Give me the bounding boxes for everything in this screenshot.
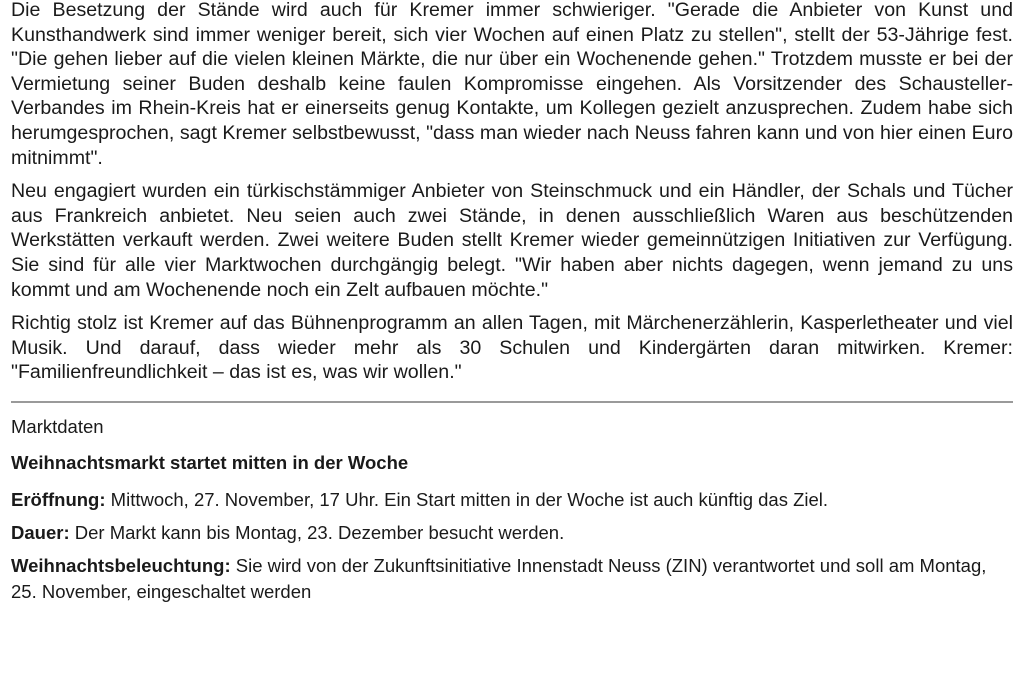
box-item-label: Eröffnung: (11, 488, 106, 510)
article-body (11, 0, 1013, 385)
box-item-label: Weihnachtsbeleuchtung: (11, 554, 231, 576)
box-item-text: Mittwoch, 27. November, 17 Uhr. Ein Start mitten in der Woche ist auch künftig das Ziel. (105, 488, 829, 510)
article-paragraph: Neu engagiert wurden ein türkischstämmiger Anbieter von Steinschmuck und ein Händler, der Schals und Tücher aus Frankreich anbietet. Neu seien auch zwei Stände, in denen ausschließlich Waren aus beschützenden Werkstätten verkauft werden. Zwei weitere Buden stellt Kremer wieder gemeinnützigen Initiativen zur Verfügung. Sie sind für alle vier Marktwochen durchgängig belegt. "Wir haben aber nichts dagegen, wenn jemand zu uns kommt und am Wochenende noch ein Zelt aufbauen möchte." (11, 180, 1013, 301)
box-item-duration (11, 520, 1013, 546)
article-paragraph: Richtig stolz ist Kremer auf das Bühnenprogramm an allen Tagen, mit Märchenerzählerin, Kasperletheater und viel Musik. Und darauf, dass wieder mehr als 30 Schulen und Kindergärten daran mitwirken. Kremer: "Familienfreundlichkeit – das ist es, was wir wollen." (11, 312, 1013, 384)
box-headline: Weihnachtsmarkt startet mitten in der Woche (11, 451, 409, 473)
market-data-box (11, 403, 1013, 605)
box-item-text: Der Markt kann bis Montag, 23. Dezember besucht werden. (69, 521, 565, 543)
box-item-text: Sie wird von der Zukunftsinitiative Innenstadt Neuss (ZIN) verantwortet und soll am Montag, 25. November, eingeschaltet werden (11, 554, 987, 602)
box-kicker: Marktdaten (11, 415, 104, 437)
box-item-lighting (11, 553, 1013, 605)
box-item-opening (11, 487, 1013, 513)
article-paragraph: Die Besetzung der Stände wird auch für Kremer immer schwieriger. "Gerade die Anbieter von Kunst und Kunsthandwerk sind immer weniger bereit, sich vier Wochen auf einen Platz zu stellen", stellt der 53-Jährige fest. "Die gehen lieber auf die vielen kleinen Märkte, die nur über ein Wochenende gehen." Trotzdem musste er bei der Vermietung seiner Buden deshalb keine faulen Kompromisse eingehen. Als Vorsitzender des Schausteller-Verbandes im Rhein-Kreis hat er einerseits genug Kontakte, um Kollegen gezielt anzusprechen. Zudem habe sich herumgesprochen, sagt Kremer selbstbewusst, "dass man wieder nach Neuss fahren kann und von hier einen Euro mitnimmt". (11, 0, 1013, 169)
box-item-label: Dauer: (11, 521, 70, 543)
